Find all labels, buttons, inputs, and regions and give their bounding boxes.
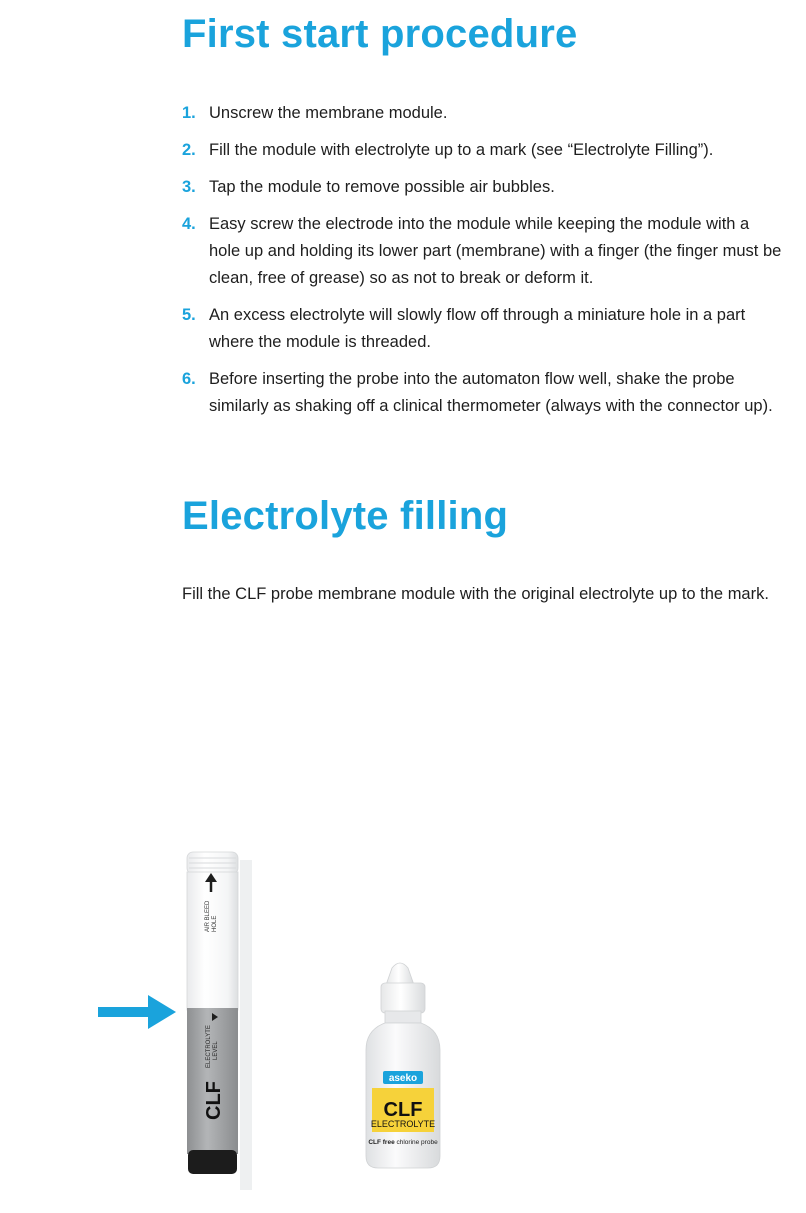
electrolyte-level-label-2: LEVEL [213,1041,219,1060]
bottle-product-text: ELECTROLYTE [370,1119,436,1129]
electrolyte-level-pointer-arrow [98,995,176,1029]
step-number: 5. [182,306,196,324]
step-text: Tap the module to remove possible air bubbles. [209,178,555,196]
step-text: Before inserting the probe into the automaton flow well, shake the probe similarly as shaking off a clinical thermometer (always with the connector up). [209,370,773,415]
step-text: Fill the module with electrolyte up to a mark (see “Electrolyte Filling”). [209,141,714,159]
electrolyte-filling-paragraph: Fill the CLF probe membrane module with the original electrolyte up to the mark. [182,585,769,603]
bottle-model-text: CLF [383,1099,423,1121]
air-bleed-label-2: HOLE [212,915,218,932]
clf-probe [187,852,252,1190]
step-text: Easy screw the electrode into the module while keeping the module with a hole up and holding its lower part (membrane) with a finger (the finger must be clean, free of grease) so as not to break or deform it. [209,215,782,287]
electrolyte-bottle [366,963,440,1168]
probe-model-label: CLF [203,1081,225,1120]
step-number: 6. [182,370,196,388]
step-text: An excess electrolyte will slowly flow off through a miniature hole in a part where the module is threaded. [209,306,746,351]
bottle-caption: CLF free chlorine probe [368,1139,438,1146]
step-number: 2. [182,141,196,159]
section-title-first-start: First start procedure [182,12,578,56]
step-number: 1. [182,104,196,122]
air-bleed-label: AIR BLEED [205,900,211,932]
brand-logo-text: aseko [388,1073,418,1084]
step-text: Unscrew the membrane module. [209,104,448,122]
section-title-electrolyte-filling: Electrolyte filling [182,494,509,538]
electrolyte-level-label: ELECTROLYTE [206,1025,212,1068]
step-number: 3. [182,178,196,196]
step-number: 4. [182,215,196,233]
